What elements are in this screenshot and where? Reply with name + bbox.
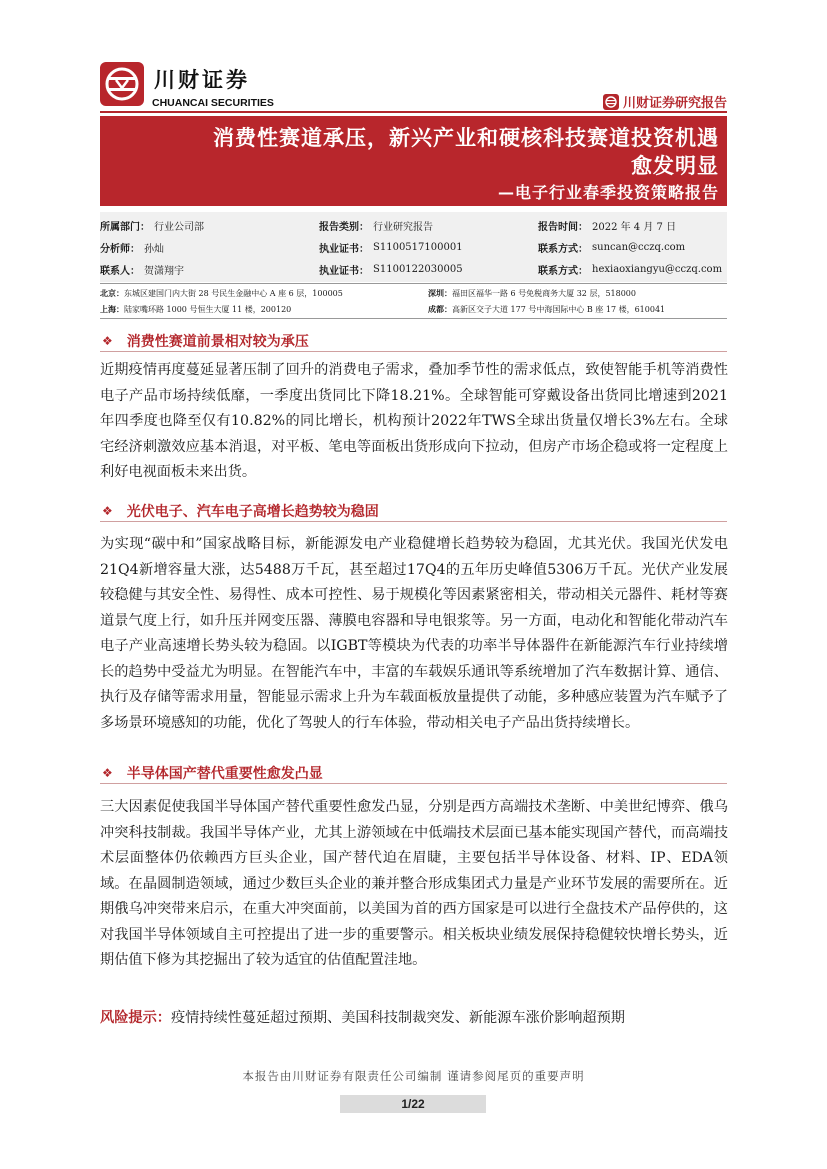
report-type-label: 报告类别： [319,221,369,233]
beijing-address: 东城区建国门内大街 28 号民生金融中心 A 座 6 层，100005 [124,289,343,298]
cert-value-2: S1100122030005 [373,263,463,275]
contact-email-1[interactable]: suncan@cczq.com [592,241,686,253]
cert-label-1: 执业证书： [319,243,369,255]
shanghai-address: 陆家嘴环路 1000 号恒生大厦 11 楼，200120 [124,305,292,314]
contact-person-label: 联系人： [100,265,140,277]
footer-disclaimer: 本报告由川财证券有限责任公司编制 谨请参阅尾页的重要声明 [242,1069,585,1083]
contact-person-value: 贺潇翔宇 [144,265,184,277]
page-number: 1/22 [340,1095,486,1113]
title-line-2: 愈发明显 [631,154,719,178]
header-rule [100,111,727,113]
section-heading-2 [100,500,727,522]
diamond-bullet-icon: ❖ [102,333,113,348]
section-heading-3 [100,762,727,784]
risk-text: 疫情持续性蔓延超过预期、美国科技制裁突发、新能源车涨价影响超预期 [170,1010,625,1026]
logo-english-name: CHUANCAI SECURITIES [152,97,274,109]
shenzhen-address: 福田区福华一路 6 号免税商务大厦 32 层，518000 [452,289,636,298]
section-heading-1 [100,330,727,352]
beijing-label: 北京： [100,289,124,298]
section-heading-text: 半导体国产替代重要性愈发凸显 [126,765,323,782]
office-addresses [100,283,727,319]
section-body-2: 为实现“碳中和”国家战略目标，新能源发电产业稳健增长趋势较为稳固，尤其光伏。我国光伏发电21Q4新增容量大涨，达5488万千瓦，甚至超过17Q4的五年历史峰值5306万千瓦。光伏产业发展较稳健与其安全性、易得性、成本可控性、易于规模化等因素紧密相关，带动相关元器件、耗材等赛道景气度上行，如升压并网变压器、薄膜电容器和导电银浆等。另一方面，电动化和智能化带动汽车电子产业高速增长势头较为稳固。以IGBT等模块为代表的功率半导体器件在新能源汽车行业持续增长的趋势中受益尤为明显。在智能汽车中，丰富的车载娱乐通讯等系统增加了汽车数据计算、通信、执行及存储等需求用量，智能显示需求上升为车载面板放量提供了动能，多种感应装置为汽车赋予了多场景环境感知的功能，优化了驾驶人的行车体验，带动相关电子产品出货持续增长。 [100,536,728,731]
report-time-value: 2022 年 4 月 7 日 [592,221,677,233]
risk-warning [100,1006,728,1031]
title-banner [100,116,727,206]
report-time-label: 报告时间： [538,221,588,233]
report-brand-text: 川财证券研究报告 [622,96,727,111]
report-brand [603,92,727,111]
section-body-3: 三大因素促使我国半导体国产替代重要性愈发凸显，分别是西方高端技术垄断、中美世纪博弈、俄乌冲突科技制裁。我国半导体产业，尤其上游领域在中低端技术层面已基本能实现国产替代，而高端技术层面整体仍依赖西方巨头企业，国产替代迫在眉睫，主要包括半导体设备、材料、IP、EDA领域。在晶圆制造领域，通过少数巨头企业的兼并整合形成集团式力量是产业环节发展的需要所在。近期俄乌冲突带来启示，在重大冲突面前，以美国为首的西方国家是可以进行全盘技术产品停供的，这对我国半导体领域自主可控提出了进一步的重要警示。相关板块业绩发展保持稳健较快增长势头，近期估值下修为其挖掘出了较为适宜的估值配置洼地。 [100,799,728,968]
chengdu-label: 成都： [428,305,452,314]
report-subtitle: —电子行业春季投资策略报告 [497,183,719,202]
diamond-bullet-icon: ❖ [102,765,113,780]
logo-chinese-name: 川财证券 [154,68,250,92]
analyst-label: 分析师： [100,243,140,255]
section-body-1: 近期疫情再度蔓延显著压制了回升的消费电子需求，叠加季节性的需求低点，致使智能手机等消费性电子产品市场持续低靡，一季度出货同比下降18.21%。全球智能可穿戴设备出货同比增速到2021年四季度也降至仅有10.82%的同比增长，机构预计2022年TWS全球出货量仅增长3%左右。全球宅经济刺激效应基本消退，对平板、笔电等面板出货形成向下拉动，但房产市场企稳或将一定程度上利好电视面板未来出货。 [100,362,728,480]
chengdu-address: 高新区交子大道 177 号中海国际中心 B 座 17 楼，610041 [452,305,666,314]
company-logo-icon [100,62,144,106]
dept-value: 行业公司部 [154,221,204,233]
section-heading-text: 消费性赛道前景相对较为承压 [126,333,309,350]
analyst-value: 孙灿 [144,243,164,255]
report-info-panel [100,212,727,282]
risk-label: 风险提示： [100,1010,171,1026]
section-heading-text: 光伏电子、汽车电子高增长趋势较为稳固 [126,503,379,520]
cert-value-1: S1100517100001 [373,241,463,253]
brand-mark-icon [603,94,619,110]
report-type-value: 行业研究报告 [373,221,433,233]
diamond-bullet-icon: ❖ [102,503,113,518]
title-line-1: 消费性赛道承压，新兴产业和硬核科技赛道投资机遇 [213,126,719,150]
contact-email-2[interactable]: hexiaoxiangyu@cczq.com [592,263,723,275]
contact-label-1: 联系方式： [538,243,588,255]
contact-label-2: 联系方式： [538,265,588,277]
shenzhen-label: 深圳： [428,289,452,298]
dept-label: 所属部门： [100,221,150,233]
shanghai-label: 上海： [100,305,124,314]
cert-label-2: 执业证书： [319,265,369,277]
